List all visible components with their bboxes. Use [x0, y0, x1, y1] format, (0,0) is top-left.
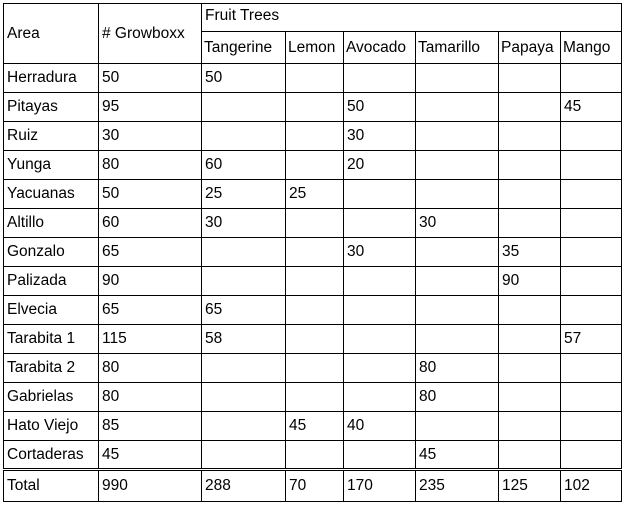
cell-lemon — [286, 238, 344, 267]
cell-tangerine — [202, 412, 286, 441]
cell-growboxx: 80 — [99, 354, 202, 383]
cell-area: Yunga — [4, 151, 99, 180]
cell-mango — [561, 238, 622, 267]
cell-avocado: 30 — [344, 238, 416, 267]
total-growboxx: 990 — [99, 470, 202, 502]
total-avocado: 170 — [344, 470, 416, 502]
cell-lemon — [286, 267, 344, 296]
total-papaya: 125 — [499, 470, 561, 502]
cell-tamarillo — [416, 93, 499, 122]
cell-area: Herradura — [4, 64, 99, 93]
header-row-top — [4, 4, 622, 32]
table-row — [4, 151, 622, 180]
cell-tangerine: 25 — [202, 180, 286, 209]
cell-area: Gonzalo — [4, 238, 99, 267]
cell-tangerine: 50 — [202, 64, 286, 93]
cell-growboxx: 80 — [99, 151, 202, 180]
cell-papaya — [499, 122, 561, 151]
cell-lemon — [286, 383, 344, 412]
cell-mango — [561, 412, 622, 441]
cell-area: Altillo — [4, 209, 99, 238]
cell-papaya — [499, 93, 561, 122]
cell-tamarillo: 30 — [416, 209, 499, 238]
cell-tangerine — [202, 122, 286, 151]
total-row — [4, 470, 622, 502]
cell-area: Ruiz — [4, 122, 99, 151]
cell-tangerine: 60 — [202, 151, 286, 180]
table-row — [4, 180, 622, 209]
cell-growboxx: 85 — [99, 412, 202, 441]
cell-tangerine — [202, 441, 286, 470]
cell-mango — [561, 180, 622, 209]
cell-avocado — [344, 267, 416, 296]
cell-papaya — [499, 296, 561, 325]
cell-area: Tarabita 2 — [4, 354, 99, 383]
cell-avocado — [344, 325, 416, 354]
cell-mango — [561, 122, 622, 151]
cell-lemon — [286, 325, 344, 354]
cell-papaya — [499, 441, 561, 470]
cell-avocado: 20 — [344, 151, 416, 180]
cell-area: Elvecia — [4, 296, 99, 325]
cell-growboxx: 45 — [99, 441, 202, 470]
cell-mango — [561, 64, 622, 93]
cell-lemon — [286, 209, 344, 238]
cell-avocado — [344, 296, 416, 325]
fruit-header-papaya: Papaya — [499, 32, 561, 64]
cell-papaya: 90 — [499, 267, 561, 296]
cell-area: Gabrielas — [4, 383, 99, 412]
cell-area: Cortaderas — [4, 441, 99, 470]
table-row — [4, 412, 622, 441]
cell-lemon — [286, 122, 344, 151]
cell-growboxx: 65 — [99, 238, 202, 267]
cell-tamarillo — [416, 412, 499, 441]
cell-papaya: 35 — [499, 238, 561, 267]
total-lemon: 70 — [286, 470, 344, 502]
cell-growboxx: 50 — [99, 180, 202, 209]
total-mango: 102 — [561, 470, 622, 502]
fruit-header-avocado: Avocado — [344, 32, 416, 64]
cell-mango — [561, 441, 622, 470]
cell-tamarillo — [416, 238, 499, 267]
cell-tangerine — [202, 383, 286, 412]
cell-tangerine — [202, 354, 286, 383]
fruit-header-mango: Mango — [561, 32, 622, 64]
cell-tamarillo — [416, 122, 499, 151]
fruit-trees-table — [3, 3, 622, 502]
cell-growboxx: 65 — [99, 296, 202, 325]
cell-growboxx: 90 — [99, 267, 202, 296]
cell-avocado — [344, 209, 416, 238]
fruit-header-tamarillo: Tamarillo — [416, 32, 499, 64]
cell-mango: 57 — [561, 325, 622, 354]
table-row — [4, 238, 622, 267]
total-area: Total — [4, 470, 99, 502]
table-row — [4, 296, 622, 325]
total-tangerine: 288 — [202, 470, 286, 502]
cell-papaya — [499, 325, 561, 354]
cell-mango: 45 — [561, 93, 622, 122]
fruit-header-lemon: Lemon — [286, 32, 344, 64]
cell-tamarillo: 80 — [416, 354, 499, 383]
cell-tamarillo — [416, 64, 499, 93]
cell-lemon — [286, 354, 344, 383]
fruit-trees-group-header: Fruit Trees — [202, 4, 622, 32]
cell-area: Pitayas — [4, 93, 99, 122]
cell-tangerine — [202, 238, 286, 267]
cell-avocado: 50 — [344, 93, 416, 122]
cell-growboxx: 60 — [99, 209, 202, 238]
cell-lemon — [286, 64, 344, 93]
cell-area: Tarabita 1 — [4, 325, 99, 354]
table-row — [4, 209, 622, 238]
cell-avocado — [344, 383, 416, 412]
cell-mango — [561, 209, 622, 238]
cell-papaya — [499, 354, 561, 383]
cell-avocado — [344, 64, 416, 93]
cell-tangerine — [202, 267, 286, 296]
table-row — [4, 354, 622, 383]
cell-papaya — [499, 64, 561, 93]
cell-papaya — [499, 180, 561, 209]
cell-tangerine — [202, 93, 286, 122]
cell-mango — [561, 151, 622, 180]
cell-area: Yacuanas — [4, 180, 99, 209]
cell-lemon: 25 — [286, 180, 344, 209]
cell-avocado — [344, 180, 416, 209]
cell-growboxx: 115 — [99, 325, 202, 354]
cell-mango — [561, 383, 622, 412]
table-row — [4, 441, 622, 470]
cell-lemon — [286, 151, 344, 180]
cell-tamarillo: 45 — [416, 441, 499, 470]
cell-growboxx: 80 — [99, 383, 202, 412]
cell-papaya — [499, 412, 561, 441]
cell-growboxx: 30 — [99, 122, 202, 151]
cell-mango — [561, 354, 622, 383]
total-tamarillo: 235 — [416, 470, 499, 502]
cell-area: Hato Viejo — [4, 412, 99, 441]
table-row — [4, 64, 622, 93]
table-row — [4, 325, 622, 354]
cell-lemon — [286, 93, 344, 122]
cell-avocado: 40 — [344, 412, 416, 441]
cell-tamarillo — [416, 325, 499, 354]
cell-tangerine: 30 — [202, 209, 286, 238]
fruit-header-tangerine: Tangerine — [202, 32, 286, 64]
cell-papaya — [499, 151, 561, 180]
cell-growboxx: 95 — [99, 93, 202, 122]
cell-growboxx: 50 — [99, 64, 202, 93]
area-header: Area — [4, 4, 99, 64]
cell-tangerine: 65 — [202, 296, 286, 325]
table-row — [4, 93, 622, 122]
cell-tamarillo: 80 — [416, 383, 499, 412]
cell-avocado — [344, 441, 416, 470]
cell-lemon: 45 — [286, 412, 344, 441]
table-row — [4, 383, 622, 412]
table-row — [4, 122, 622, 151]
cell-lemon — [286, 441, 344, 470]
table-row — [4, 267, 622, 296]
cell-tamarillo — [416, 267, 499, 296]
cell-tamarillo — [416, 296, 499, 325]
cell-tamarillo — [416, 180, 499, 209]
cell-tangerine: 58 — [202, 325, 286, 354]
cell-tamarillo — [416, 151, 499, 180]
cell-area: Palizada — [4, 267, 99, 296]
cell-avocado — [344, 354, 416, 383]
cell-lemon — [286, 296, 344, 325]
cell-avocado: 30 — [344, 122, 416, 151]
cell-papaya — [499, 209, 561, 238]
growboxx-header: # Growboxx — [99, 4, 202, 64]
cell-mango — [561, 267, 622, 296]
cell-papaya — [499, 383, 561, 412]
cell-mango — [561, 296, 622, 325]
